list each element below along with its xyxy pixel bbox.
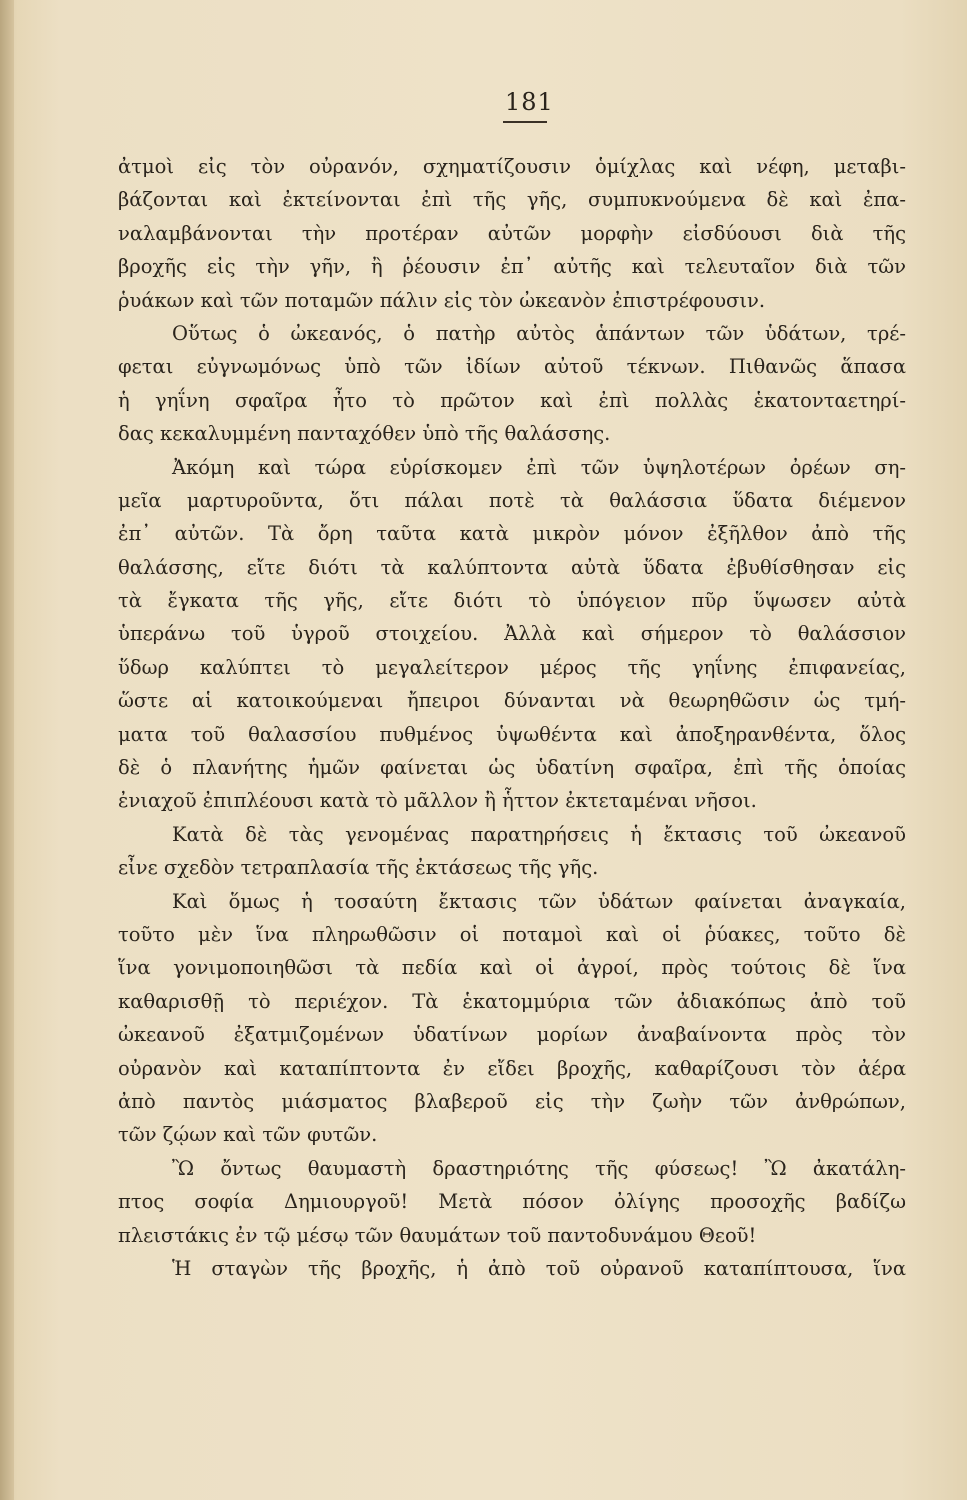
text-line: Οὕτως ὁ ὠκεανός, ὁ πατὴρ αὐτὸς ἁπάντων τῶν ὑδάτων, τρέ-	[172, 321, 906, 345]
text-line: Ἀκόμη καὶ τώρα εὑρίσκομεν ἐπὶ τῶν ὑψηλοτέρων ὀρέων ση-	[172, 455, 906, 479]
text-line: θαλάσσης, εἴτε διότι τὰ καλύπτοντα αὐτὰ ὕδατα ἐβυθίσθησαν εἰς	[118, 555, 906, 579]
text-line: ματα τοῦ θαλασσίου πυθμένος ὑψωθέντα καὶ ἀποξηρανθέντα, ὅλος	[118, 722, 906, 746]
text-line: ἐπ᾽ αὐτῶν. Τὰ ὄρη ταῦτα κατὰ μικρὸν μόνον ἐξῆλθον ἀπὸ τῆς	[118, 522, 906, 546]
text-line: Ὢ ὄντως θαυμαστὴ δραστηριότης τῆς φύσεως! Ὢ ἀκατάλη-	[172, 1156, 906, 1180]
text-line: τῶν ζῴων καὶ τῶν φυτῶν.	[118, 1123, 378, 1147]
text-line: ἵνα γονιμοποιηθῶσι τὰ πεδία καὶ οἱ ἀγροί, πρὸς τούτοις δὲ ἵνα	[118, 956, 906, 980]
text-line: ναλαμβάνονται τὴν προτέραν αὐτῶν μορφὴν εἰσδύουσι διὰ τῆς	[118, 221, 906, 245]
text-line: ἡ γηΐνη σφαῖρα ἦτο τὸ πρῶτον καὶ ἐπὶ πολλὰς ἑκατονταετηρί-	[118, 388, 906, 412]
text-line: εἶνε σχεδὸν τετραπλασία τῆς ἐκτάσεως τῆς γῆς.	[118, 856, 599, 880]
text-line: ἀτμοὶ εἰς τὸν οὐρανόν, σχηματίζουσιν ὁμίχλας καὶ νέφη, μεταβι-	[118, 155, 906, 178]
page-number: 181	[505, 88, 554, 116]
text-line: τὰ ἔγκατα τῆς γῆς, εἴτε διότι τὸ ὑπόγειον πῦρ ὕψωσεν αὐτὰ	[118, 589, 906, 613]
book-spine-shadow	[0, 0, 14, 1500]
text-line: πτος σοφία Δημιουργοῦ! Μετὰ πόσον ὀλίγης προσοχῆς βαδίζω	[118, 1190, 906, 1214]
text-line: ῥυάκων καὶ τῶν ποταμῶν πάλιν εἰς τὸν ὠκεανὸν ἐπιστρέφουσιν.	[118, 288, 766, 312]
text-line: μεῖα μαρτυροῦντα, ὅτι πάλαι ποτὲ τὰ θαλάσσια ὕδατα διέμενον	[118, 488, 906, 512]
text-line: δας κεκαλυμμένη πανταχόθεν ὑπὸ τῆς θαλάσσης.	[118, 422, 611, 446]
text-line: ὕδωρ καλύπτει τὸ μεγαλείτερον μέρος τῆς γηΐνης ἐπιφανείας,	[118, 655, 906, 679]
text-line: οὐρανὸν καὶ καταπίπτοντα ἐν εἴδει βροχῆς, καθαρίζουσι τὸν ἀέρα	[118, 1056, 906, 1080]
text-line: ὥστε αἱ κατοικούμεναι ἤπειροι δύνανται νὰ θεωρηθῶσιν ὡς τμή-	[118, 689, 906, 713]
text-line: βροχῆς εἰς τὴν γῆν, ἢ ῥέουσιν ἐπ᾽ αὐτῆς καὶ τελευταῖον διὰ τῶν	[118, 255, 906, 279]
text-line: φεται εὐγνωμόνως ὑπὸ τῶν ἰδίων αὐτοῦ τέκνων. Πιθανῶς ἅπασα	[118, 355, 906, 379]
text-line: τοῦτο μὲν ἵνα πληρωθῶσιν οἱ ποταμοὶ καὶ οἱ ῥύακες, τοῦτο δὲ	[118, 922, 906, 946]
text-line: Κατὰ δὲ τὰς γενομένας παρατηρήσεις ἡ ἔκτασις τοῦ ὠκεανοῦ	[172, 822, 906, 846]
text-line: ἀπὸ παντὸς μιάσματος βλαβεροῦ εἰς τὴν ζωὴν τῶν ἀνθρώπων,	[118, 1089, 906, 1113]
page-number-underline	[503, 121, 547, 123]
text-line: βάζονται καὶ ἐκτείνονται ἐπὶ τῆς γῆς, συμπυκνούμενα δὲ καὶ ἐπα-	[118, 188, 906, 212]
body-text	[118, 150, 906, 1285]
text-line: ἐνιαχοῦ ἐπιπλέουσι κατὰ τὸ μᾶλλον ἢ ἧττον ἐκτεταμέναι νῆσοι.	[118, 789, 757, 813]
text-line: καθαρισθῇ τὸ περιέχον. Τὰ ἑκατομμύρια τῶν ἀδιακόπως ἀπὸ τοῦ	[118, 989, 906, 1013]
text-line: ὠκεανοῦ ἐξατμιζομένων ὑδατίνων μορίων ἀναβαίνοντα πρὸς τὸν	[118, 1023, 906, 1047]
text-line: πλειστάκις ἐν τῷ μέσῳ τῶν θαυμάτων τοῦ παντοδυνάμου Θεοῦ!	[118, 1223, 757, 1247]
text-line: δὲ ὁ πλανήτης ἡμῶν φαίνεται ὡς ὑδατίνη σφαῖρα, ἐπὶ τῆς ὁποίας	[118, 756, 906, 780]
text-line: Ἡ σταγὼν τῆς βροχῆς, ἡ ἀπὸ τοῦ οὐρανοῦ καταπίπτουσα, ἵνα	[172, 1256, 906, 1280]
text-line: ὑπεράνω τοῦ ὑγροῦ στοιχείου. Ἀλλὰ καὶ σήμερον τὸ θαλάσσιον	[118, 622, 906, 646]
text-line: Καὶ ὅμως ἡ τοσαύτη ἔκτασις τῶν ὑδάτων φαίνεται ἀναγκαία,	[172, 889, 906, 913]
